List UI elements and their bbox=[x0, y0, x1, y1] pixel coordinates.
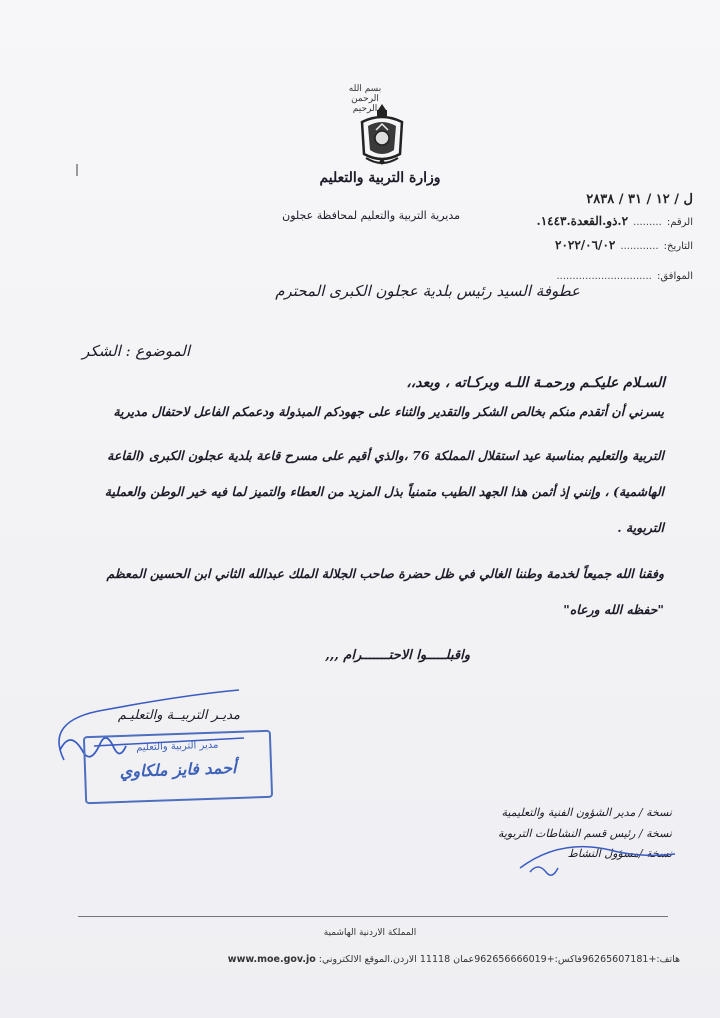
official-stamp bbox=[83, 730, 273, 805]
punch-mark bbox=[76, 164, 78, 176]
greeting: السـلام عليكـم ورحمـة اللـه وبركـاته ، وبعد،، bbox=[406, 375, 665, 391]
subject: الموضوع : الشكر bbox=[82, 342, 190, 360]
jordan-emblem-icon bbox=[352, 100, 412, 170]
dot-leader: ............ bbox=[620, 241, 659, 252]
directorate-name: مديرية التربية والتعليم لمحافظة عجلون bbox=[282, 209, 460, 222]
closing: واقبلـــــوا الاحتـــــــرام ,,, bbox=[325, 648, 470, 663]
gregorian-date: ٢٠٢٢/٠٦/٠٢ bbox=[555, 238, 616, 252]
body-line: التربوية . bbox=[617, 520, 664, 535]
copy-line: نسخة / مدير الشؤون الفنية والتعليمية bbox=[501, 806, 672, 819]
dot-leader: ......... bbox=[633, 217, 662, 228]
corresponding-row bbox=[493, 264, 693, 283]
footer-contact bbox=[150, 954, 680, 965]
body-line: الهاشمية) ، وإنني إذ أثمن هذا الجهد الطيب متمنياً بذل المزيد من العطاء والتميز لما فيه خير الوطن والعملية bbox=[104, 484, 664, 499]
ministry-name: وزارة التربية والتعليم bbox=[319, 170, 441, 186]
copy-line: نسخة /مسؤول النشاط bbox=[567, 847, 672, 860]
initials-scribble-icon bbox=[500, 838, 680, 888]
hijri-date: ٢.ذو.القعدة.١٤٤٣. bbox=[536, 214, 629, 228]
dot-leader: .............................. bbox=[556, 271, 652, 282]
date-gregorian-row bbox=[493, 234, 693, 253]
addressee: عطوفة السيد رئيس بلدية عجلون الكبرى المحترم bbox=[275, 282, 580, 300]
date-label: التاريخ: bbox=[663, 241, 693, 252]
body-line: يسرني أن أتقدم منكم بخالص الشكر والتقدير والثناء على جهودكم المبذولة ودعمكم الفاعل لاحتفال مديرية bbox=[113, 404, 664, 419]
reference-number-row bbox=[493, 188, 693, 207]
footer-contact-details: هاتف:+96265607181فاكس:+962656666019عمان 11118 الاردن.الموقع الالكتروني: bbox=[318, 954, 680, 965]
corresponding-label: الموافق: bbox=[656, 271, 693, 282]
footer-kingdom: المملكة الاردنية الهاشمية bbox=[323, 928, 417, 938]
stamp-name: أحمد فايز ملكاوي bbox=[119, 757, 237, 782]
body-line: التربية والتعليم بمناسبة عيد استقلال المملكة 76 ،والذي أقيم على مسرح قاعة بلدية عجلون الكبرى (القاعة bbox=[107, 448, 664, 463]
footer-divider bbox=[78, 916, 668, 917]
basmala: بسم الله الرحمن الرحيم bbox=[348, 84, 382, 114]
prayer-line: "حفظه الله ورعاه" bbox=[563, 602, 664, 617]
reference-number: ل / ١٢ / ٣١ / ٢٨٣٨ bbox=[586, 192, 693, 207]
signer-title: مديـر التربيــة والتعليـم bbox=[117, 708, 240, 723]
stamp-organization: مدير التربية والتعليم bbox=[135, 739, 219, 754]
prayer-line: وفقنا الله جميعاً لخدمة وطننا الغالي في ظل حضرة صاحب الجلالة الملك عبدالله الثاني ابن الحسين المعظم bbox=[106, 566, 664, 581]
footer-website[interactable]: www.moe.gov.jo bbox=[227, 954, 316, 965]
copy-line: نسخة / رئيس قسم النشاطات التربوية bbox=[497, 827, 672, 840]
number-label: الرقم: bbox=[666, 217, 693, 228]
date-hijri-row bbox=[493, 210, 693, 229]
